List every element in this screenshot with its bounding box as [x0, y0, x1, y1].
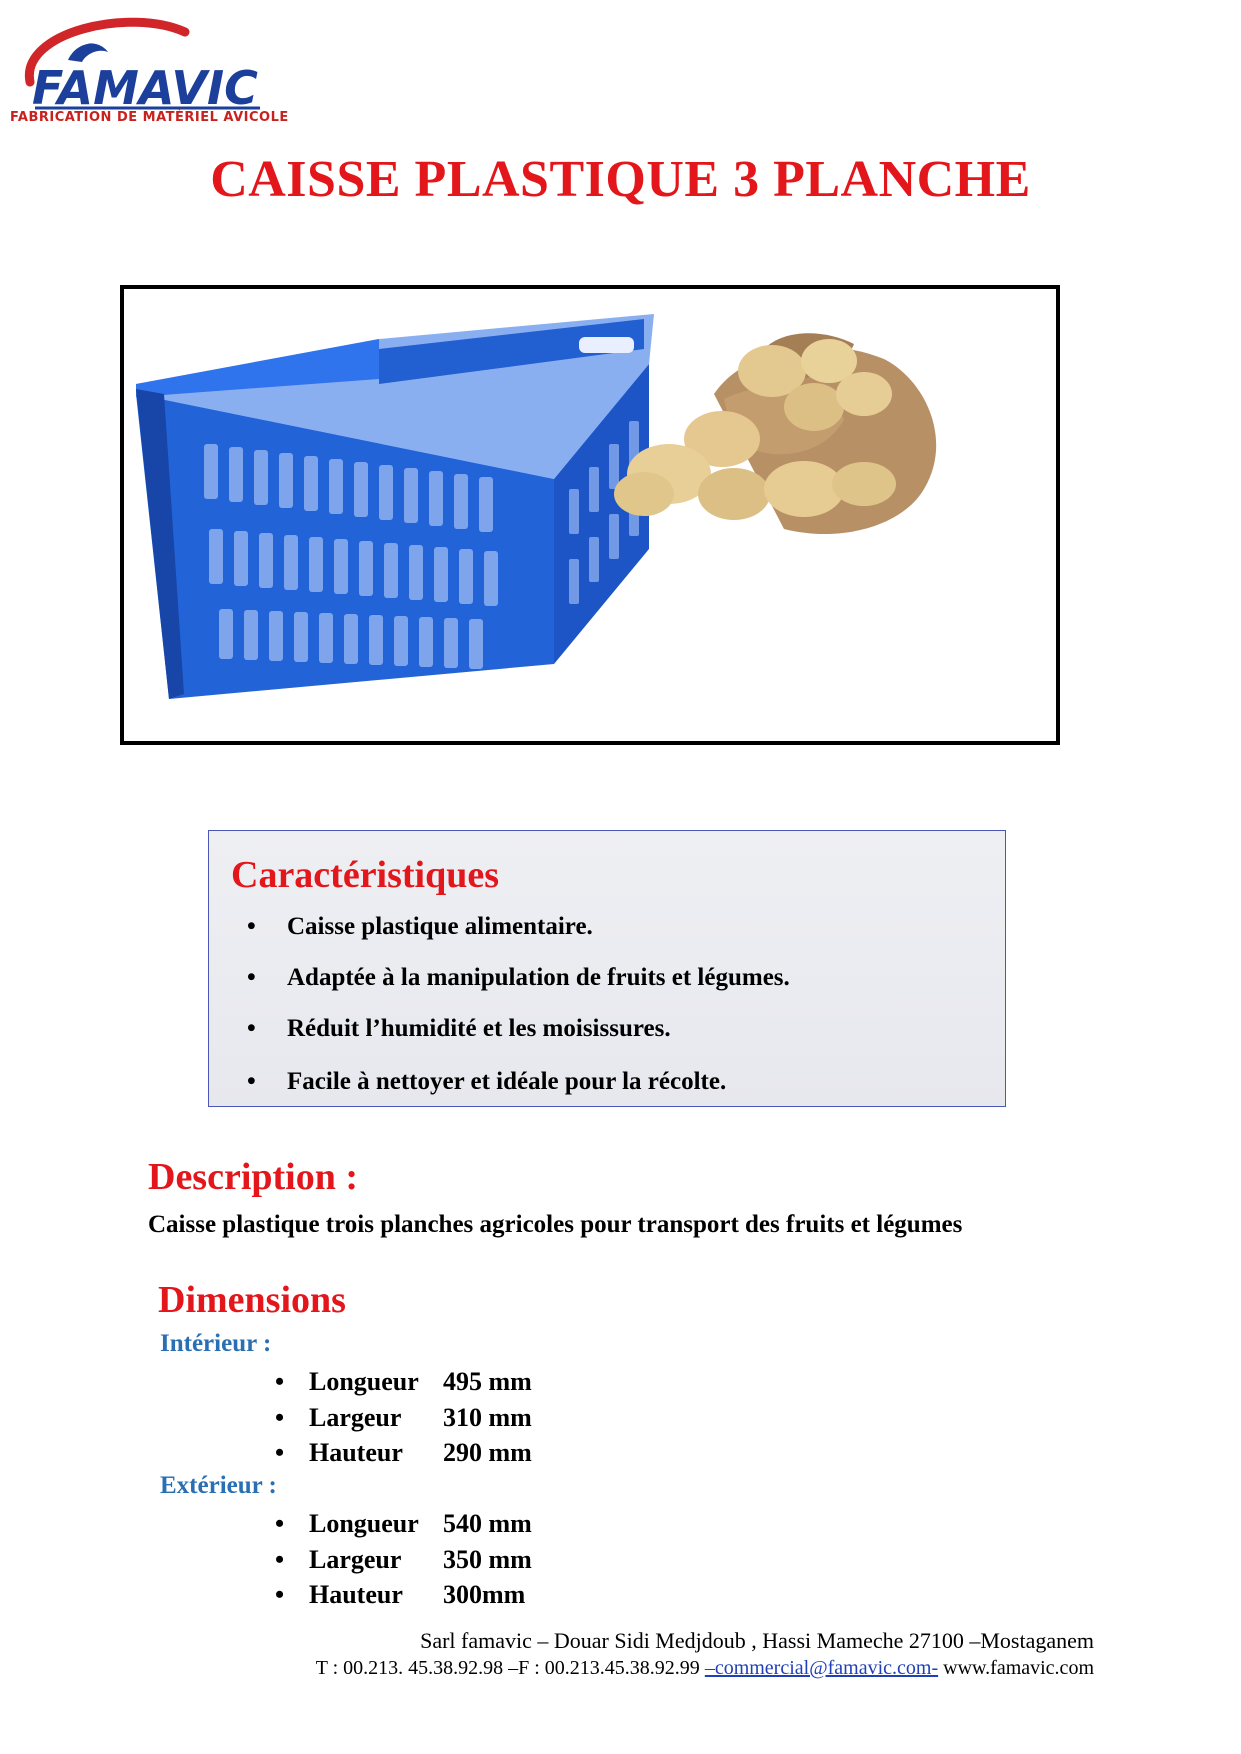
- bullet: •: [275, 1438, 285, 1467]
- dimension-value: 350 mm: [443, 1545, 532, 1574]
- dimension-name: Hauteur: [309, 1580, 403, 1609]
- feature-text: Caisse plastique alimentaire.: [287, 913, 593, 940]
- feature-text: Réduit l’humidité et les moisissures.: [287, 1015, 671, 1042]
- footer-address: Sarl famavic – Douar Sidi Medjdoub , Hassi Mameche 27100 –Mostaganem: [420, 1628, 1094, 1653]
- dimension-value: 290 mm: [443, 1438, 532, 1467]
- dimension-name: Hauteur: [309, 1438, 403, 1467]
- dimension-name: Longueur: [309, 1367, 419, 1396]
- feature-text: Facile à nettoyer et idéale pour la récolte.: [287, 1068, 727, 1095]
- dimension-row: [275, 1545, 532, 1575]
- crate-icon: [136, 314, 654, 699]
- dimension-name: Longueur: [309, 1509, 419, 1538]
- dimension-row: [275, 1403, 532, 1433]
- interior-label: Intérieur :: [160, 1330, 272, 1357]
- bullet: •: [275, 1580, 285, 1609]
- bullet: •: [247, 1015, 256, 1042]
- bullet: •: [275, 1403, 285, 1432]
- footer-website[interactable]: www.famavic.com: [943, 1657, 1094, 1679]
- dimensions-heading: Dimensions: [158, 1279, 346, 1321]
- description-heading: Description :: [148, 1156, 359, 1198]
- description-text: Caisse plastique trois planches agricoles pour transport des fruits et légumes: [148, 1211, 963, 1238]
- bullet: •: [247, 964, 256, 991]
- dimension-name: Largeur: [309, 1545, 402, 1574]
- dimension-value: 300mm: [443, 1580, 526, 1609]
- bullet: •: [275, 1545, 285, 1574]
- feature-item: [247, 1015, 671, 1043]
- feature-item: [247, 1068, 726, 1096]
- footer-phone-fax: T : 00.213. 45.38.92.98 –F : 00.213.45.38.92.99: [315, 1657, 700, 1679]
- bullet: •: [247, 913, 256, 940]
- dimension-value: 310 mm: [443, 1403, 532, 1432]
- page-title: CAISSE PLASTIQUE 3 PLANCHE: [210, 151, 1031, 208]
- dimension-value: 495 mm: [443, 1367, 532, 1396]
- feature-item: [247, 964, 790, 992]
- dimension-row: [275, 1367, 532, 1397]
- product-image-frame: [120, 285, 1060, 745]
- logo-brand-text: FAMAVIC: [32, 61, 258, 115]
- dimension-value: 540 mm: [443, 1509, 532, 1538]
- product-image: [124, 289, 1056, 741]
- potato-sack-icon: [614, 333, 936, 534]
- feature-text: Adaptée à la manipulation de fruits et légumes.: [287, 964, 790, 991]
- feature-item: [247, 913, 593, 941]
- bullet: •: [275, 1509, 285, 1538]
- dimension-name: Largeur: [309, 1403, 402, 1432]
- features-box: [208, 830, 1006, 1107]
- logo-tagline: FABRICATION DE MATÉRIEL AVICOLE: [10, 110, 289, 125]
- bullet: •: [247, 1068, 256, 1095]
- dimension-row: [275, 1509, 532, 1539]
- dimension-row: [275, 1580, 525, 1610]
- footer-contact: [0, 1657, 1094, 1680]
- footer-email-link[interactable]: –commercial@famavic.com-: [704, 1657, 939, 1679]
- bullet: •: [275, 1367, 285, 1396]
- exterior-label: Extérieur :: [160, 1472, 277, 1499]
- dimension-row: [275, 1438, 532, 1468]
- features-heading: Caractéristiques: [231, 854, 500, 896]
